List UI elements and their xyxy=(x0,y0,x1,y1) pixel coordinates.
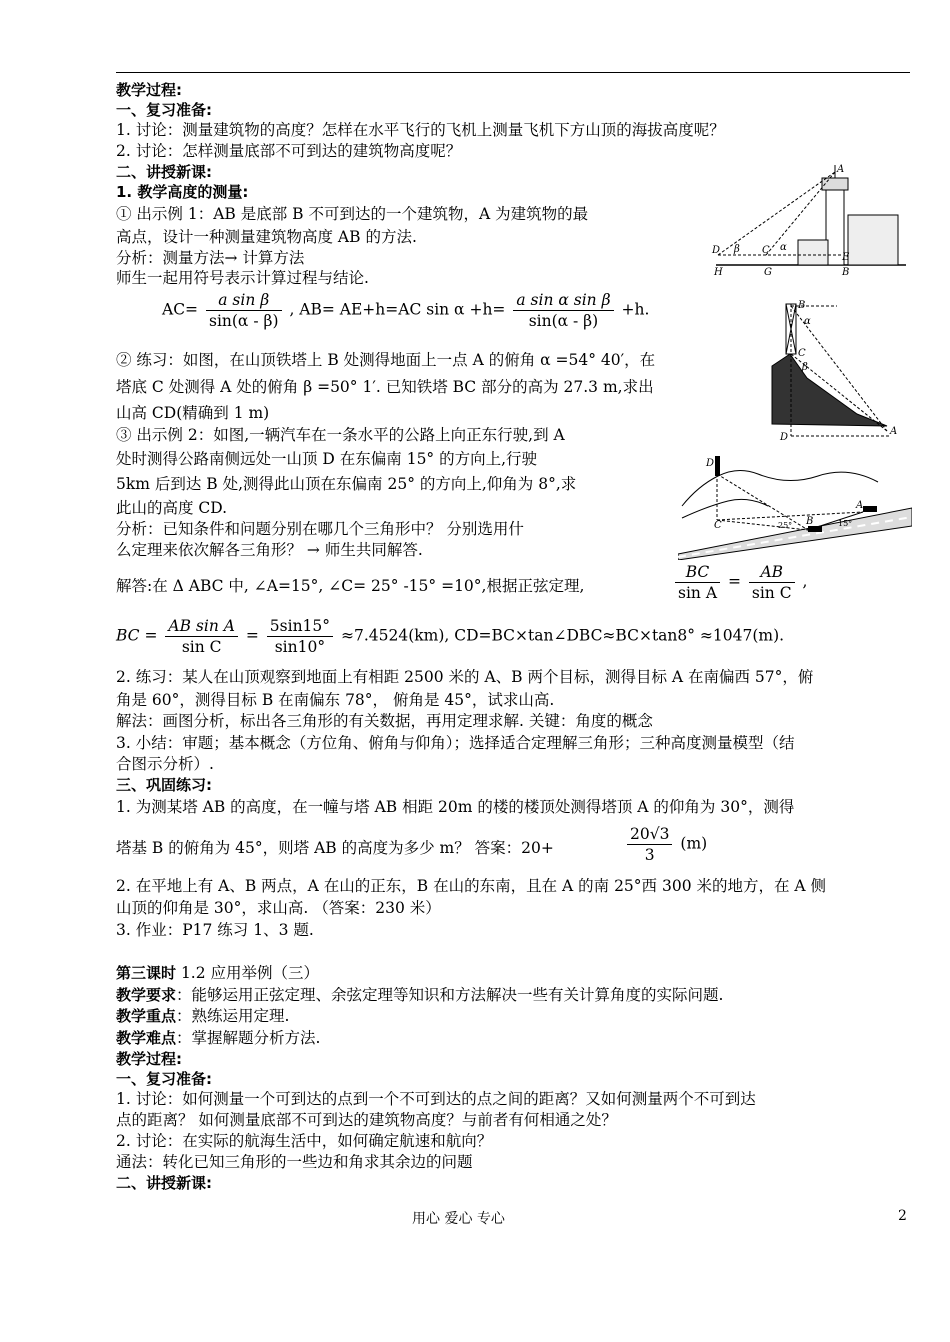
formula-text: = xyxy=(727,572,741,591)
text-line xyxy=(116,1028,320,1048)
fraction-denominator: sin C xyxy=(181,638,222,656)
text-line: 点的距离？ 如何测量底部不可到达的建筑物高度？与前者有何相通之处？ xyxy=(116,1111,617,1129)
formula-text: , AB= AE+h=AC sin α +h= xyxy=(289,300,506,319)
fig-label: D xyxy=(780,432,789,442)
fig-label: β xyxy=(802,362,808,373)
fig-label: E xyxy=(842,252,850,263)
formula-ac-ab xyxy=(162,290,649,331)
page-number: 2 xyxy=(898,1208,907,1224)
fraction-numerator: AB sin A xyxy=(165,616,238,637)
text-line: 1. 为测某塔 AB 的高度，在一幢与塔 AB 相距 20m 的楼的楼顶处测得塔顶 A 的仰角为 30°，测得 xyxy=(116,798,795,816)
text-line: 分析：测量方法→ 计算方法 xyxy=(116,249,305,267)
fraction-numerator: BC xyxy=(675,562,720,583)
text-line: ③ 出示例 2：如图,一辆汽车在一条水平的公路上向正东行驶,到 A xyxy=(116,426,565,444)
text-line: 2. 讨论：在实际的航海生活中，如何确定航速和航向？ xyxy=(116,1132,493,1150)
text-line: 此山的高度 CD. xyxy=(116,499,228,517)
text-line: 塔基 B 的俯角为 45°，则塔 AB 的高度为多少 m？ 答案：20+ xyxy=(116,839,554,857)
fraction xyxy=(627,824,672,865)
mountain-tower-figure xyxy=(762,296,910,442)
label: 教学难点 xyxy=(116,1029,177,1047)
formula-text: +h. xyxy=(621,300,650,319)
label-text: ：熟练运用定理. xyxy=(176,1007,290,1025)
fig-label: 25° xyxy=(778,521,793,530)
text-line xyxy=(116,985,723,1005)
label: 教学重点 xyxy=(116,1007,177,1025)
fig-label: B xyxy=(842,267,850,278)
text-line: 1. 讨论：如何测量一个可到达的点到一个不可到达的点之间的距离？又如何测量两个不可到达 xyxy=(116,1090,756,1108)
section-heading: 教学过程: xyxy=(116,81,182,99)
text-line: 解答:在 Δ ABC 中, ∠A=15°, ∠C= 25° -15° =10°,根据正弦定理, xyxy=(116,577,585,595)
fig-label: D xyxy=(706,458,715,469)
text-line: 5km 后到达 B 处,测得此山顶在东偏南 25° 的方向上,仰角为 8°,求 xyxy=(116,475,577,493)
section-heading: 二、讲授新课: xyxy=(116,1174,212,1192)
text-line: 高点，设计一种测量建筑物高度 AB 的方法. xyxy=(116,228,417,246)
text-line: 2. 在平地上有 A、B 两点，A 在山的正东，B 在山的东南，且在 A 的南 25°西 300 米的地方，在 A 侧 xyxy=(116,877,827,895)
formula-answer xyxy=(624,824,707,865)
lesson-title xyxy=(116,963,319,983)
section-heading: 一、复习准备: xyxy=(116,101,212,119)
text-line: 2. 练习：某人在山顶观察到地面上有相距 2500 米的 A、B 两个目标，测得目标 A 在南偏西 57°，俯 xyxy=(116,668,814,686)
text-line: 处时测得公路南侧远处一山顶 D 在东偏南 15° 的方向上,行驶 xyxy=(116,450,538,468)
formula-text: = xyxy=(245,626,259,645)
fig-label: α xyxy=(780,242,787,253)
footer-motto: 用心 爱心 专心 xyxy=(412,1211,505,1227)
text-line: 1. 讨论：测量建筑物的高度？怎样在水平飞行的飞机上测量飞机下方山顶的海拔高度呢？ xyxy=(116,121,725,139)
section-heading: 1. 教学高度的测量: xyxy=(116,183,249,201)
text-line: 通法：转化已知三角形的一些边和角求其余边的问题 xyxy=(116,1153,473,1171)
fig-label: B xyxy=(798,300,806,311)
text-line: 分析：已知条件和问题分别在哪几个三角形中？ 分别选用什 xyxy=(116,520,524,538)
section-heading: 一、复习准备: xyxy=(116,1070,212,1088)
fig-label: C xyxy=(762,245,770,256)
fraction-denominator: sin(α - β) xyxy=(208,312,279,330)
text-line: ② 练习：如图，在山顶铁塔上 B 处测得地面上一点 A 的俯角 α =54° 40′，在 xyxy=(116,351,656,369)
text-line: 师生一起用符号表示计算过程与结论. xyxy=(116,269,369,287)
road-mountain-figure xyxy=(678,446,912,560)
fraction-numerator: 5sin15° xyxy=(267,616,333,637)
text-line: 合图示分析）. xyxy=(116,755,214,773)
lesson-topic: 1.2 应用举例（三） xyxy=(176,964,320,982)
fraction xyxy=(749,562,795,603)
fraction-denominator: sin(α - β) xyxy=(528,312,599,330)
fig-label: C xyxy=(798,348,806,359)
fraction xyxy=(206,290,282,331)
formula-text: BC = xyxy=(116,626,158,645)
text-line xyxy=(116,1006,289,1026)
section-heading: 二、讲授新课: xyxy=(116,163,212,181)
text-line: 塔底 C 处测得 A 处的俯角 β =50° 1′. 已知铁塔 BC 部分的高为 27.3 m,求出 xyxy=(116,378,654,396)
text-line: 解法：画图分析，标出各三角形的有关数据，再用定理求解. 关键：角度的概念 xyxy=(116,712,653,730)
fraction-numerator: AB xyxy=(749,562,795,583)
fraction-numerator: a sin β xyxy=(206,290,282,311)
formula-text: (m) xyxy=(680,834,708,853)
formula-bc xyxy=(116,616,784,657)
header-rule xyxy=(116,72,910,73)
text-line: 角是 60°，测得目标 B 在南偏东 78°， 俯角是 45°，试求山高. xyxy=(116,691,555,709)
text-line: ① 出示例 1：AB 是底部 B 不可到达的一个建筑物，A 为建筑物的最 xyxy=(116,205,589,223)
fig-label: 15° xyxy=(838,519,853,528)
text-line: 么定理来依次解各三角形？ → 师生共同解答. xyxy=(116,541,423,559)
fraction xyxy=(675,562,720,603)
fig-label: B xyxy=(806,516,814,527)
formula-text: AC= xyxy=(162,300,199,319)
fig-label: α xyxy=(804,316,811,327)
formula-sine-law xyxy=(672,562,807,603)
fraction-denominator: sin10° xyxy=(274,638,326,656)
text-line: 3. 作业：P17 练习 1、3 题. xyxy=(116,921,314,939)
fig-label: G xyxy=(764,267,772,278)
fraction xyxy=(165,616,238,657)
lesson-label: 第三课时 xyxy=(116,964,177,982)
text-line: 山顶的仰角是 30°，求山高. （答案：230 米） xyxy=(116,899,441,917)
formula-text: , xyxy=(802,572,808,591)
fraction-denominator: sin A xyxy=(678,584,718,602)
fig-label: A xyxy=(856,500,864,511)
fig-label: A xyxy=(890,426,898,437)
fraction xyxy=(513,290,613,331)
fraction-denominator: sin C xyxy=(751,584,792,602)
section-heading: 三、巩固练习: xyxy=(116,776,212,794)
text-line: 3. 小结：审题；基本概念（方位角、俯角与仰角）；选择适合定理解三角形；三种高度测量模型（结 xyxy=(116,734,795,752)
formula-text: ≈7.4524(km), CD=BC×tan∠DBC≈BC×tan8° ≈1047(m). xyxy=(340,626,785,645)
text-line: 2. 讨论：怎样测量底部不可到达的建筑物高度呢？ xyxy=(116,142,462,160)
building-height-figure xyxy=(706,160,912,288)
text-line: 山高 CD(精确到 1 m) xyxy=(116,404,270,422)
fig-label: β xyxy=(734,244,740,255)
label-text: ：能够运用正弦定理、余弦定理等知识和方法解决一些有关计算角度的实际问题. xyxy=(176,986,724,1004)
section-heading: 教学过程: xyxy=(116,1050,182,1068)
fraction-denominator: 3 xyxy=(644,846,655,864)
fig-label: H xyxy=(714,267,723,278)
label: 教学要求 xyxy=(116,986,177,1004)
fraction xyxy=(267,616,333,657)
label-text: ：掌握解题分析方法. xyxy=(176,1029,321,1047)
fraction-numerator: 20√3 xyxy=(627,824,672,845)
fig-label: C xyxy=(714,520,722,531)
fig-label: A xyxy=(837,164,845,175)
fraction-numerator: a sin α sin β xyxy=(513,290,613,311)
fig-label: D xyxy=(712,245,721,256)
